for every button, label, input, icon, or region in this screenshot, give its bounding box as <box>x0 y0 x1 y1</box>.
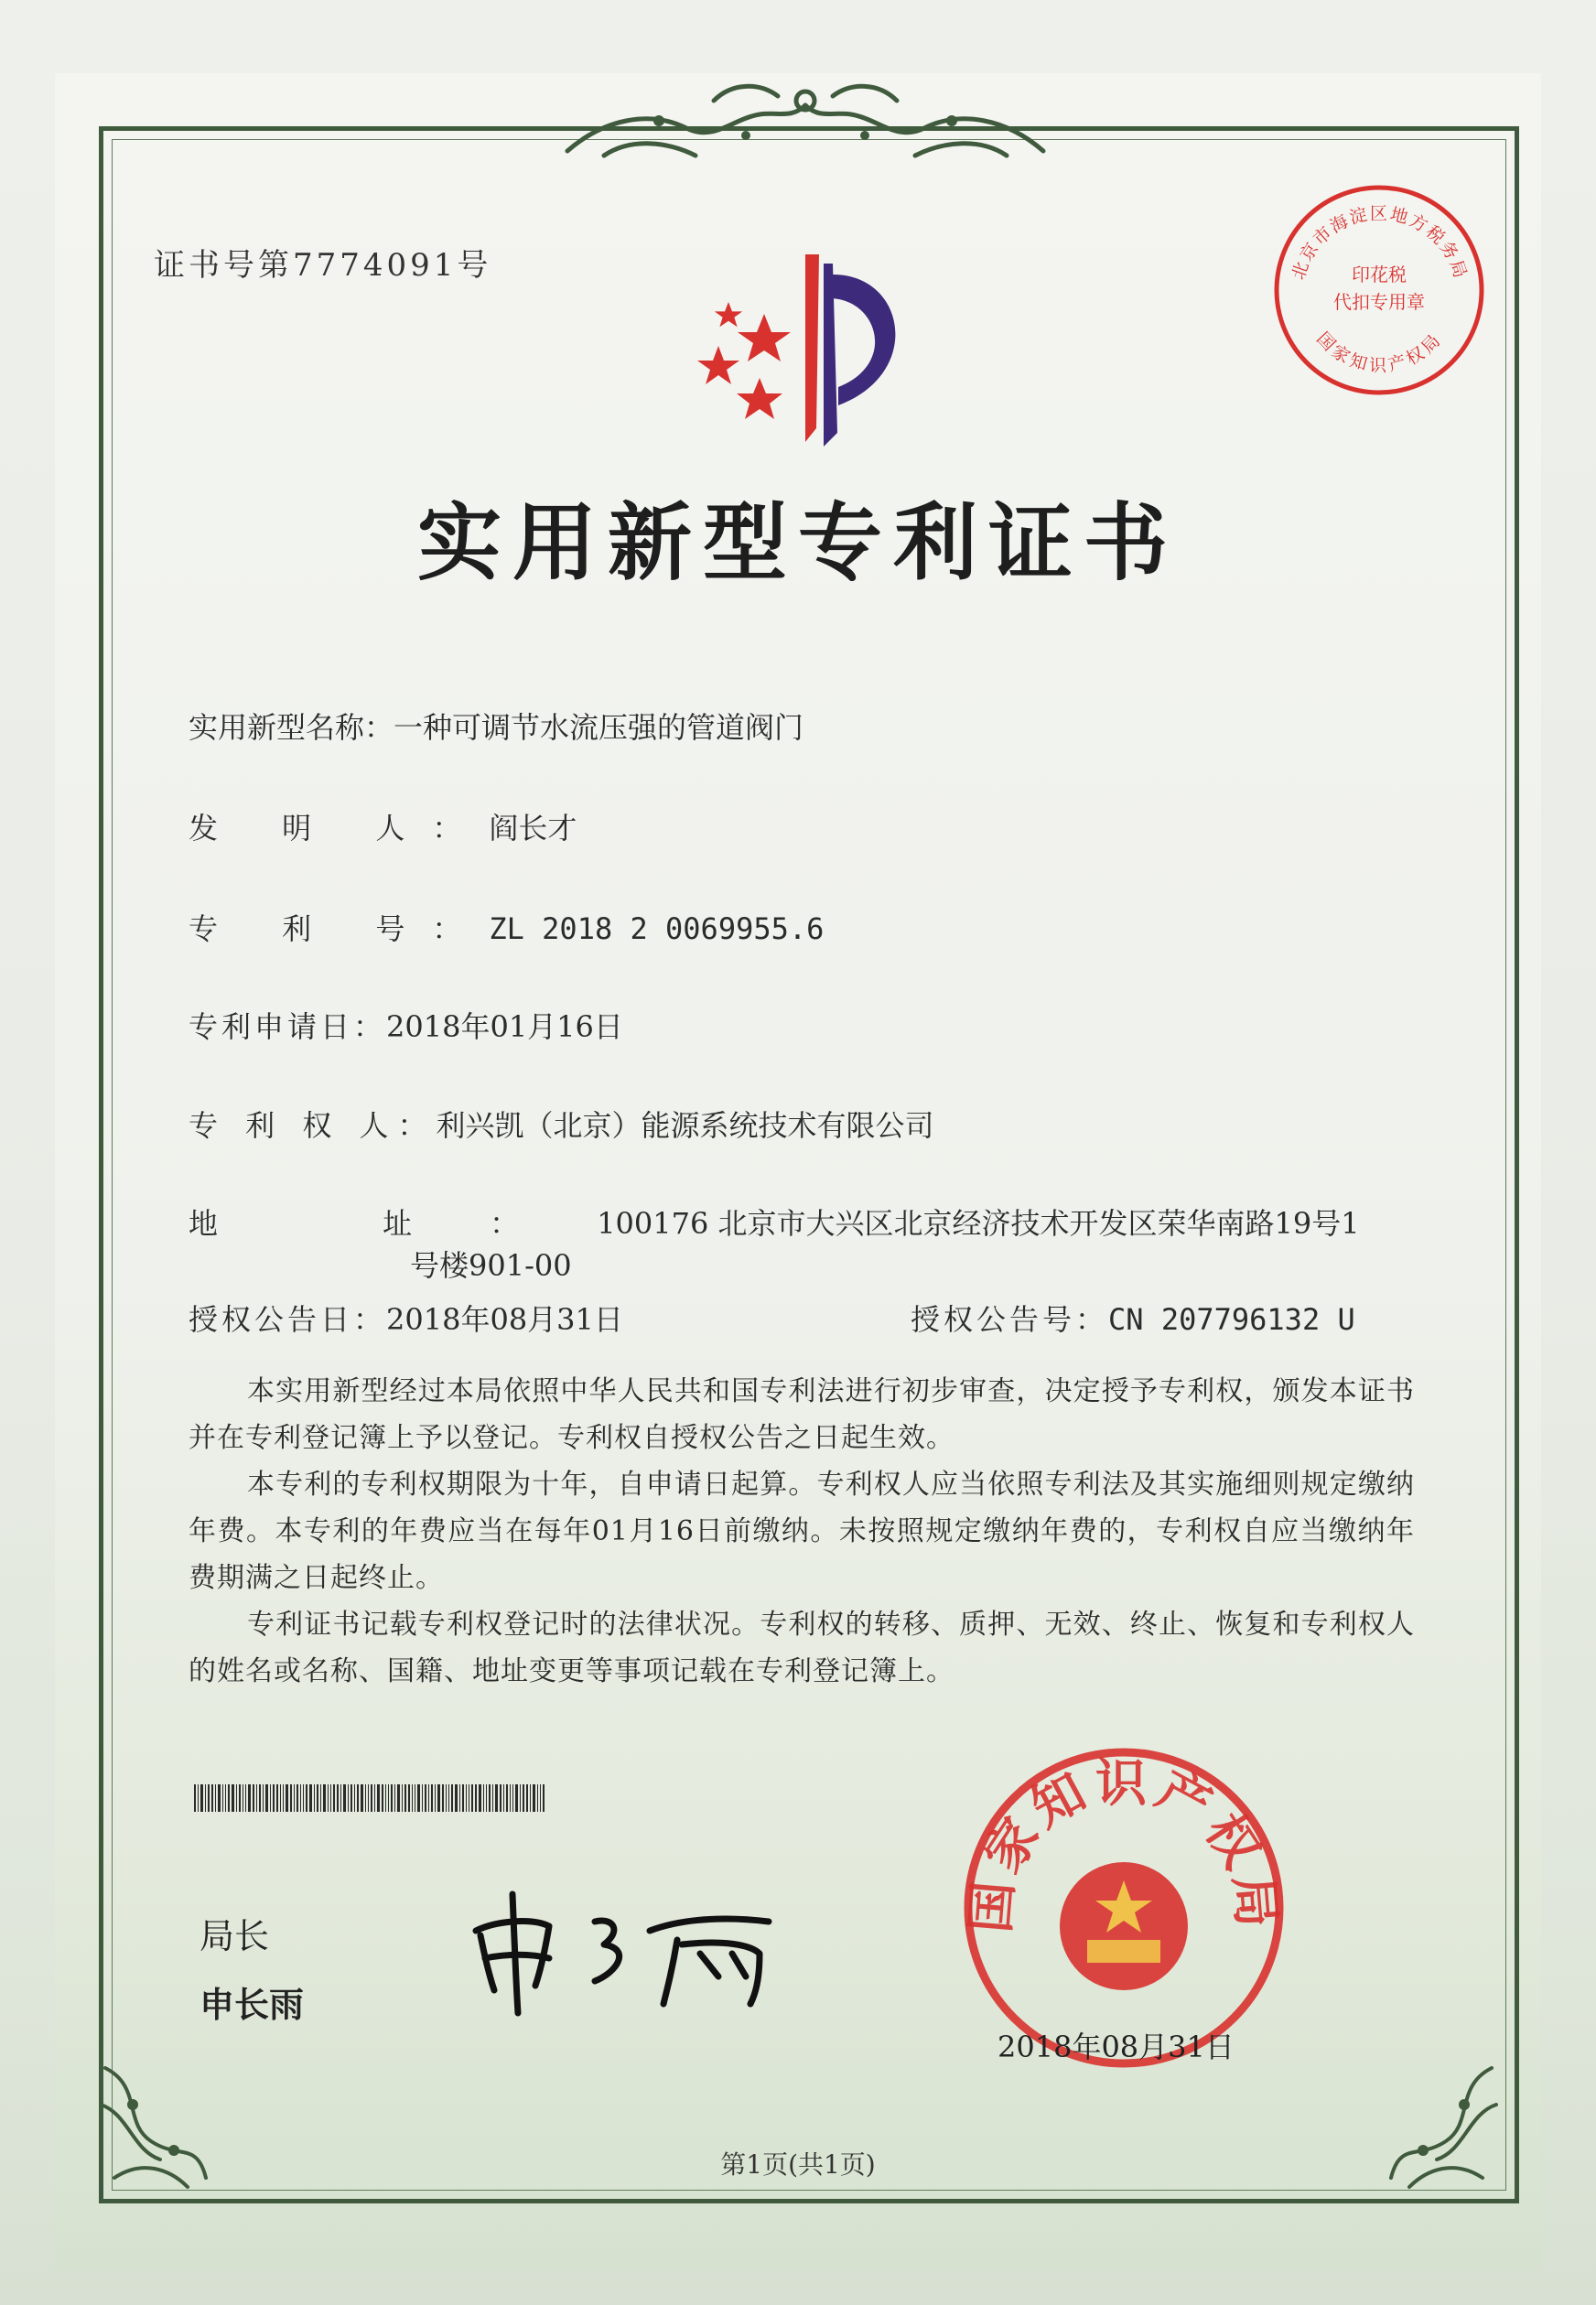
barcode-bar <box>340 1784 341 1812</box>
tax-seal-bottom-text: 国家知识产权局 <box>1312 328 1447 376</box>
barcode-bar <box>290 1784 292 1812</box>
barcode-bar <box>276 1784 278 1812</box>
statement-paragraph-3: 专利证书记载专利权登记时的法律状况。专利权的转移、质押、无效、终止、恢复和专利权人的姓名或名称、国籍、地址变更等事项记载在专利登记簿上。 <box>189 1609 1415 1687</box>
barcode-bar <box>431 1784 433 1812</box>
grant-date-value: 2018年08月31日 <box>386 1302 623 1337</box>
certificate-title: 实用新型专利证书 <box>416 493 1179 592</box>
patent-holder-label: 专 利 权 人： <box>189 1108 437 1143</box>
barcode-bar <box>442 1784 444 1812</box>
barcode-bar <box>222 1784 223 1812</box>
barcode-bar <box>232 1784 234 1812</box>
barcode-bar <box>475 1784 477 1812</box>
inventor-value: 阎长才 <box>489 811 577 846</box>
certificate-number: 证书号第7774091号 <box>154 247 492 284</box>
barcode-bar <box>382 1784 383 1812</box>
barcode-bar <box>245 1784 246 1812</box>
barcode-bar <box>404 1784 406 1812</box>
utility-model-name-value: 一种可调节水流压强的管道阀门 <box>394 710 804 745</box>
barcode-bar <box>300 1784 301 1812</box>
barcode-bar <box>333 1784 335 1812</box>
tax-seal-ring-text: 北京市海淀区地方税务局 <box>1288 203 1472 283</box>
barcode-bar <box>211 1784 213 1812</box>
barcode-bar <box>540 1784 541 1812</box>
barcode-bar <box>256 1784 257 1812</box>
seal-date: 2018年08月31日 <box>998 2030 1235 2064</box>
barcode-bar <box>228 1784 230 1812</box>
barcode-bar <box>466 1784 467 1812</box>
barcode <box>194 1784 610 1812</box>
barcode-bar <box>200 1784 203 1812</box>
barcode-bar <box>270 1784 271 1812</box>
barcode-bar <box>280 1784 281 1812</box>
barcode-bar <box>537 1784 538 1812</box>
application-date-label: 专利申请日： <box>189 1009 387 1044</box>
barcode-bar <box>374 1784 375 1812</box>
director-name: 申长雨 <box>200 1985 305 2025</box>
barcode-bar <box>357 1784 359 1812</box>
barcode-bar <box>506 1784 508 1812</box>
barcode-bar <box>486 1784 487 1812</box>
barcode-bar <box>361 1784 363 1812</box>
national-ip-office-seal <box>959 1743 1289 2073</box>
director-signature <box>458 1867 824 2022</box>
barcode-bar <box>253 1784 254 1812</box>
inventor-row <box>189 805 577 847</box>
barcode-bar <box>208 1784 210 1812</box>
barcode-bar <box>520 1784 521 1812</box>
barcode-bar <box>294 1784 295 1812</box>
barcode-bar <box>489 1784 491 1812</box>
grant-date-label: 授权公告日： <box>189 1302 387 1337</box>
barcode-bar <box>388 1784 389 1812</box>
barcode-bar <box>198 1784 199 1812</box>
top-ornament <box>549 64 1062 174</box>
barcode-bar <box>435 1784 436 1812</box>
barcode-bar <box>330 1784 331 1812</box>
barcode-bar <box>510 1784 511 1812</box>
barcode-bar <box>402 1784 403 1812</box>
barcode-bar <box>263 1784 264 1812</box>
barcode-bar <box>320 1784 321 1812</box>
barcode-bar <box>306 1784 307 1812</box>
patent-number-value: ZL 2018 2 0069955.6 <box>489 911 825 946</box>
barcode-bar <box>492 1784 493 1812</box>
patent-holder-row <box>189 1103 934 1145</box>
barcode-bar <box>286 1784 288 1812</box>
barcode-bar <box>503 1784 504 1812</box>
barcode-bar <box>248 1784 251 1812</box>
patent-office-emblem-icon <box>677 236 952 456</box>
barcode-bar <box>483 1784 484 1812</box>
barcode-bar <box>328 1784 329 1812</box>
barcode-bar <box>265 1784 268 1812</box>
barcode-bar <box>530 1784 531 1812</box>
barcode-bar <box>365 1784 366 1812</box>
barcode-bar <box>422 1784 423 1812</box>
barcode-bar <box>239 1784 241 1812</box>
grant-number-value: CN 207796132 U <box>1108 1302 1355 1337</box>
barcode-bar <box>451 1784 453 1812</box>
barcode-bar <box>495 1784 498 1812</box>
address-row <box>189 1201 1360 1243</box>
barcode-bar <box>343 1784 346 1812</box>
barcode-bar <box>523 1784 524 1812</box>
grant-number-row <box>911 1297 1355 1339</box>
barcode-bar <box>273 1784 275 1812</box>
big-seal-text: 国家知识产权局 <box>960 1752 1288 1935</box>
barcode-bar <box>526 1784 528 1812</box>
barcode-bar <box>194 1784 196 1812</box>
barcode-bar <box>425 1784 426 1812</box>
barcode-bar <box>323 1784 326 1812</box>
patent-holder-value: 利兴凯（北京）能源系统技术有限公司 <box>436 1108 934 1143</box>
barcode-bar <box>391 1784 393 1812</box>
barcode-bar <box>225 1784 226 1812</box>
address-label: 地 址： <box>189 1206 598 1241</box>
utility-model-name-label: 实用新型名称： <box>189 710 394 745</box>
barcode-bar <box>303 1784 304 1812</box>
application-date-row <box>189 1004 623 1046</box>
barcode-bar <box>236 1784 237 1812</box>
tax-stamp-seal <box>1267 178 1492 403</box>
barcode-bar <box>412 1784 413 1812</box>
barcode-bar <box>543 1784 545 1812</box>
address-line2: 号楼901-00 <box>410 1248 572 1283</box>
barcode-bar <box>297 1784 298 1812</box>
tax-seal-center-line1: 印花税 <box>1352 264 1407 285</box>
tax-seal-center-line2: 代扣专用章 <box>1333 291 1425 313</box>
barcode-bar <box>368 1784 369 1812</box>
barcode-bar <box>512 1784 513 1812</box>
barcode-bar <box>479 1784 481 1812</box>
barcode-bar <box>428 1784 429 1812</box>
barcode-bar <box>259 1784 261 1812</box>
application-date-value: 2018年01月16日 <box>386 1009 623 1044</box>
barcode-bar <box>448 1784 449 1812</box>
barcode-bar <box>471 1784 473 1812</box>
barcode-bar <box>283 1784 284 1812</box>
barcode-bar <box>314 1784 315 1812</box>
director-title: 局长 <box>200 1916 270 1956</box>
barcode-bar <box>459 1784 460 1812</box>
page-number: 第1页(共1页) <box>720 2149 876 2180</box>
grant-number-label: 授权公告号： <box>911 1302 1109 1337</box>
svg-text:国家知识产权局 <box>1312 329 1447 376</box>
barcode-bar <box>455 1784 458 1812</box>
barcode-bar <box>394 1784 395 1812</box>
inventor-label: 发 明 人： <box>189 811 490 846</box>
barcode-bar <box>500 1784 501 1812</box>
barcode-bar <box>533 1784 535 1812</box>
barcode-bar <box>377 1784 380 1812</box>
barcode-bar <box>397 1784 400 1812</box>
barcode-bar <box>446 1784 447 1812</box>
barcode-bar <box>385 1784 386 1812</box>
barcode-bar <box>337 1784 339 1812</box>
grant-date-row <box>189 1297 623 1339</box>
patent-number-label: 专 利 号： <box>189 911 490 946</box>
barcode-bar <box>462 1784 464 1812</box>
barcode-bar <box>437 1784 440 1812</box>
barcode-bar <box>371 1784 372 1812</box>
barcode-bar <box>215 1784 216 1812</box>
patent-number-row <box>189 906 824 948</box>
barcode-bar <box>317 1784 318 1812</box>
barcode-bar <box>309 1784 312 1812</box>
utility-model-name-row <box>189 705 803 747</box>
barcode-bar <box>354 1784 355 1812</box>
address-line1: 100176 北京市大兴区北京经济技术开发区荣华南路19号1 <box>597 1206 1360 1241</box>
barcode-bar <box>348 1784 349 1812</box>
barcode-bar <box>417 1784 420 1812</box>
statement-paragraph-2: 本专利的专利权期限为十年，自申请日起算。专利权人应当依照专利法及其实施细则规定缴纳年费。本专利的年费应当在每年01月16日前缴纳。未按照规定缴纳年费的，专利权自应当缴纳年费期满之日起终止。 <box>189 1469 1415 1594</box>
barcode-bar <box>218 1784 221 1812</box>
barcode-bar <box>350 1784 352 1812</box>
barcode-bar <box>408 1784 410 1812</box>
barcode-bar <box>515 1784 518 1812</box>
statement-paragraph-1: 本实用新型经过本局依照中华人民共和国专利法进行初步审查，决定授予专利权，颁发本证书并在专利登记簿上予以登记。专利权自授权公告之日起生效。 <box>189 1375 1415 1454</box>
barcode-bar <box>205 1784 206 1812</box>
